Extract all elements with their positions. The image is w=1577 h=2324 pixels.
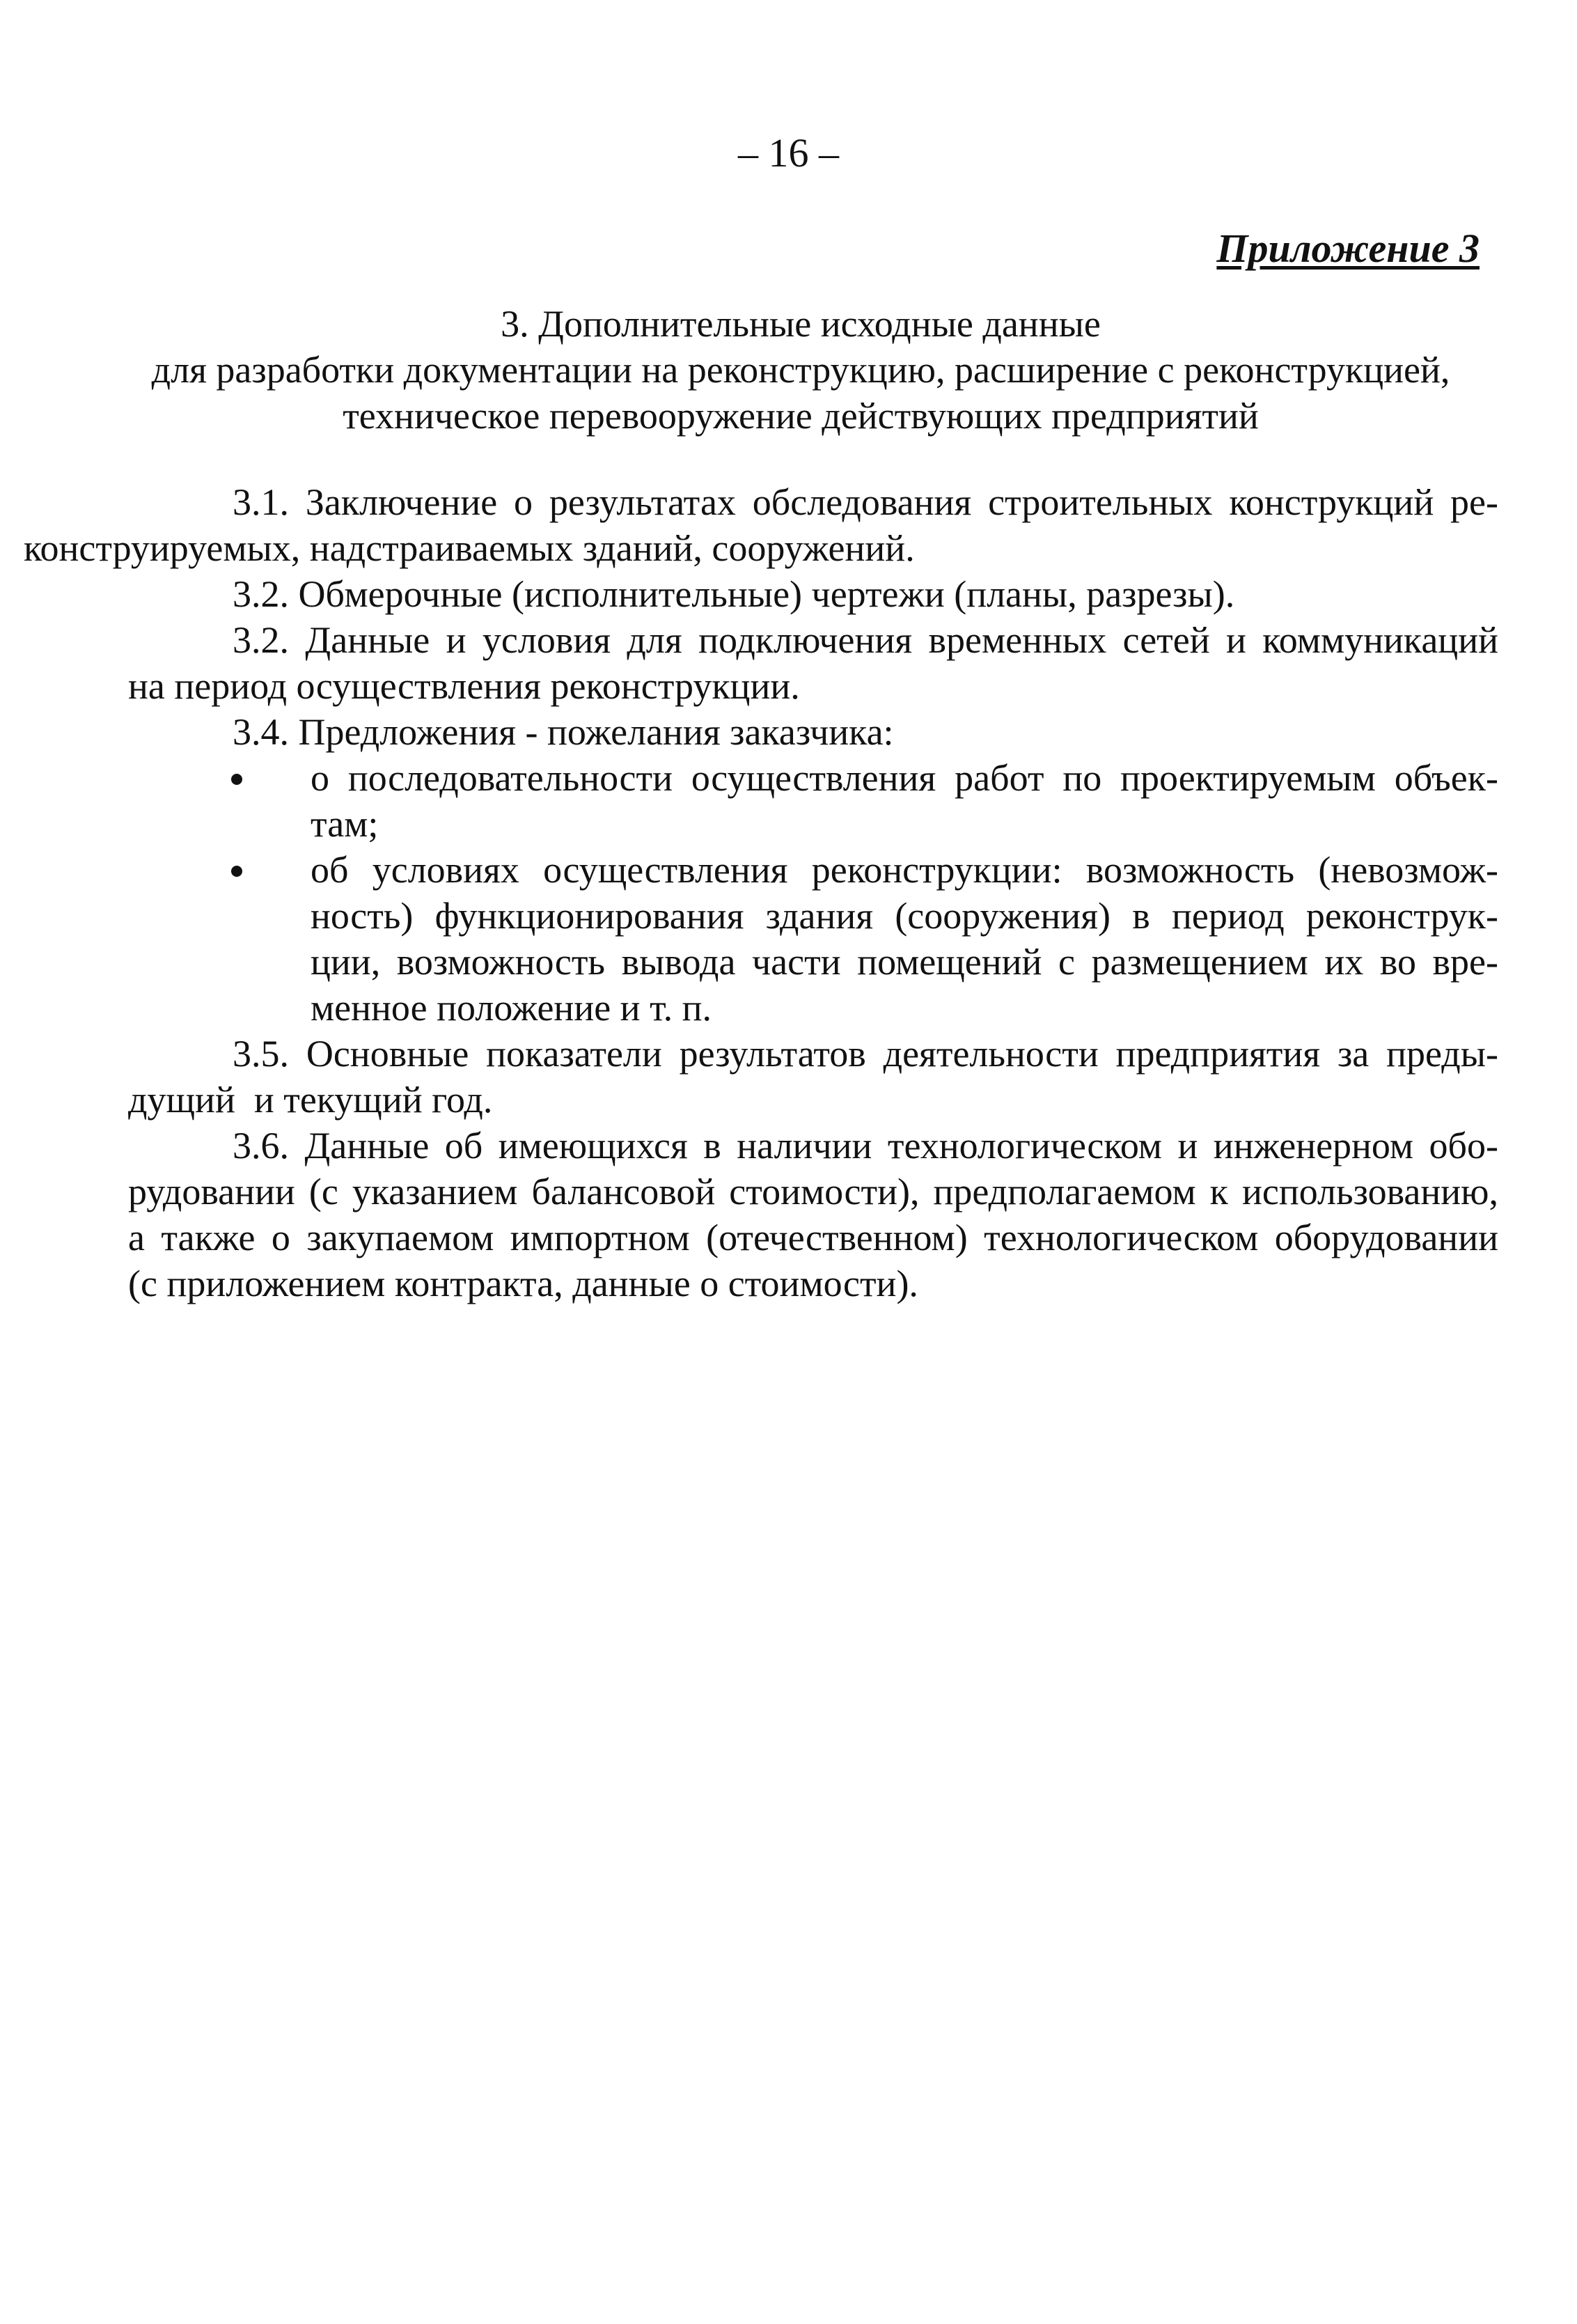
body-text	[24, 479, 1498, 1307]
paragraph-3-2-networks	[128, 617, 1498, 709]
customer-wishes-list	[128, 755, 1498, 1031]
list-item-line: о последовательности осуществления работ по проектируемым объек-	[311, 757, 1498, 799]
section-title-line: для разработки документации на реконструкцию, расширение с реконструкцией,	[151, 349, 1450, 391]
section-title-line: техническое перевооружение действующих предприятий	[343, 395, 1259, 437]
paragraph-line: 3.5. Основные показатели результатов деятельности предприятия за преды-	[233, 1033, 1498, 1075]
paragraph-3-1	[24, 479, 1498, 571]
paragraph-line: (с приложением контракта, данные о стоимости).	[128, 1263, 918, 1304]
paragraph-3-6	[128, 1123, 1498, 1307]
list-item-line: менное положение и т. п.	[311, 987, 712, 1029]
paragraph-line: 3.6. Данные об имеющихся в наличии технологическом и инженерном обо-	[233, 1125, 1498, 1167]
section-title	[125, 301, 1476, 439]
page-number: – 16 –	[738, 130, 839, 176]
paragraph-line: 3.1. Заключение о результатах обследования строительных конструкций ре-	[233, 481, 1498, 523]
paragraph-line: а также о закупаемом импортном (отечественном) технологическом оборудовании	[128, 1217, 1498, 1258]
paragraph-3-2-drawings	[128, 571, 1498, 617]
list-item-line: там;	[311, 803, 379, 845]
paragraph-line: рудовании (с указанием балансовой стоимости), предполагаемом к использованию,	[128, 1171, 1498, 1212]
paragraph-line: 3.4. Предложения - пожелания заказчика:	[233, 711, 894, 753]
appendix-label: Приложение 3	[1216, 226, 1480, 271]
paragraph-3-4	[128, 709, 1498, 755]
paragraph-line: 3.2. Данные и условия для подключения временных сетей и коммуникаций	[233, 619, 1498, 661]
list-item-line: ность) функционирования здания (сооружения) в период реконструк-	[311, 895, 1498, 937]
list-item	[128, 847, 1498, 1031]
paragraph-line: конструируемых, надстраиваемых зданий, сооружений.	[24, 527, 915, 569]
paragraph-line: 3.2. Обмерочные (исполнительные) чертежи (планы, разрезы).	[233, 573, 1235, 615]
list-item-line: об условиях осуществления реконструкции: возможность (невозмож-	[311, 849, 1498, 891]
list-item-line: ции, возможность вывода части помещений с размещением их во вре-	[311, 941, 1498, 983]
section-title-line: 3. Дополнительные исходные данные	[501, 303, 1101, 345]
bullet-icon	[231, 866, 242, 877]
list-item	[128, 755, 1498, 847]
paragraph-3-5	[128, 1031, 1498, 1123]
bullet-icon	[231, 774, 242, 785]
paragraph-line: на период осуществления реконструкции.	[128, 665, 800, 707]
paragraph-line: дущий и текущий год.	[128, 1079, 493, 1121]
